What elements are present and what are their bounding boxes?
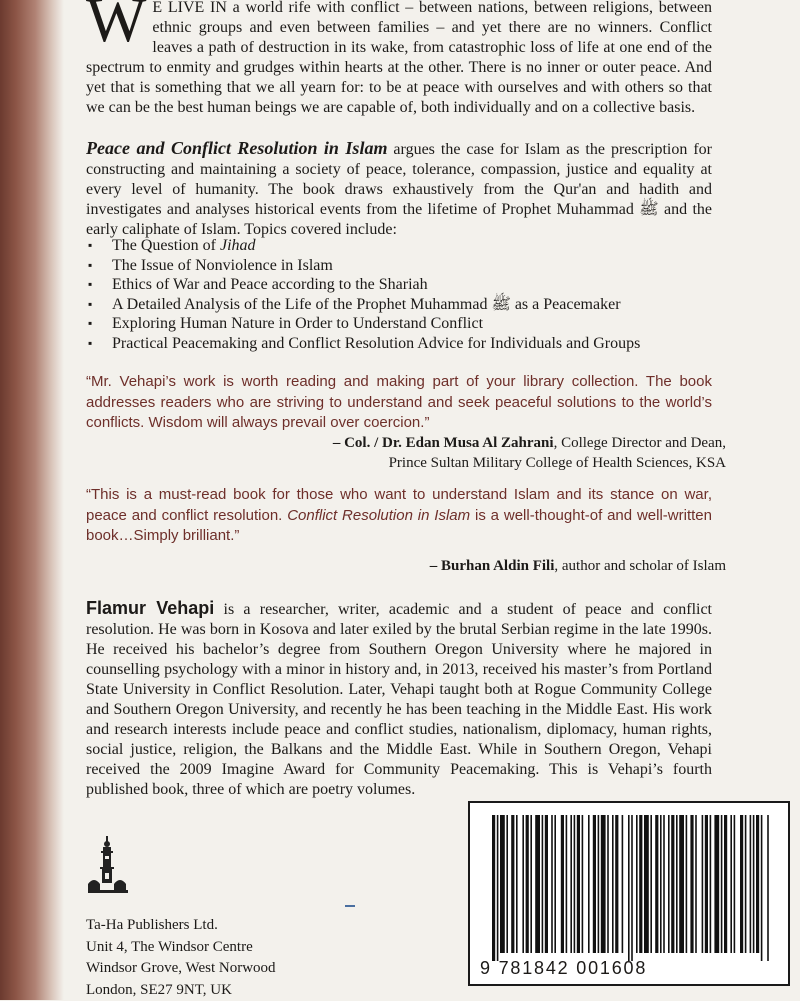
- isbn-barcode: [468, 801, 790, 986]
- barcode-bar: [500, 815, 505, 953]
- address-line: Windsor Grove, West Norwood: [86, 958, 276, 980]
- book-spine-edge: [0, 0, 64, 1000]
- barcode-bar: [753, 815, 755, 953]
- barcode-bar: [526, 815, 529, 953]
- barcode-bar: [607, 815, 609, 953]
- endorser-role-2: , author and scholar of Islam: [554, 558, 726, 574]
- barcode-bar: [612, 815, 614, 953]
- barcode-bar: [721, 815, 723, 953]
- pen-mark: [345, 905, 355, 907]
- topic-text: Ethics of War and Peace according to the Shariah: [112, 276, 428, 293]
- barcode-bar: [663, 815, 665, 953]
- barcode-bar: [724, 815, 727, 953]
- barcode-bar: [598, 815, 600, 953]
- barcode-bar: [628, 815, 630, 961]
- barcode-bar: [761, 815, 763, 961]
- barcode-bar: [593, 815, 596, 953]
- topic-emphasis: Jihad: [220, 237, 256, 254]
- endorsement-quote-1: “Mr. Vehapi’s work is worth reading and making part of your library collection. The book addresses readers who are striving to understand and seek peaceful solutions to the world’s conflicts. Wisdom will always prevail over coercion.”: [86, 372, 712, 434]
- topic-item: [86, 236, 712, 256]
- endorser-name-2: – Burhan Aldin Fili: [430, 558, 555, 574]
- barcode-bar: [740, 815, 743, 953]
- topics-list: [86, 236, 712, 354]
- barcode-bar: [767, 815, 769, 961]
- barcode-bar: [644, 815, 649, 953]
- barcode-bar: [522, 815, 524, 953]
- barcode-bar: [542, 815, 544, 953]
- barcode-bar: [554, 815, 556, 953]
- bio-body: is a researcher, writer, academic and a student of peace and conflict resolution. He was born in Kosova and later exiled by the brutal Serbian regime in the late 1990s. He received his bachelor’s degree from Southern Oregon University where he majored in counselling psychology with a minor in history and, in 2013, received his master’s from Portland State University in Conflict Resolution. Later, Vehapi taught both at Rogue Community College and Southern Oregon University, and recently he has been teaching in the Middle East. His work and research interests include peace and conflict studies, nationalism, diplomacy, human rights, social justice, religion, the Balkans and the Middle East. While in Southern Oregon, Vehapi received the 2009 Imagine Award for Community Peacemaking. This is Vehapi’s fourth published book, three of which are poetry volumes.: [86, 601, 712, 798]
- endorsement-quote-2: [86, 485, 712, 547]
- barcode-bar: [582, 815, 584, 953]
- barcode-bar: [570, 815, 572, 953]
- endorser-role-1: , College Director and Dean,: [554, 435, 726, 451]
- topic-item: [86, 334, 712, 354]
- barcode-bar: [714, 815, 719, 953]
- barcode-bar: [530, 815, 532, 953]
- intro-body: ethnic groups and even between families – and yet there are no winners. Conflict leaves a path of destruction in its wake, from catastrophic loss of life at one end of the spectrum to enmity and grudges within hearts at the other. There is no inner or outer peace. And yet that is something that we all yearn for: to be at peace with ourselves and with others so that we can be the best human beings we are capable of, both individually and on a collective basis.: [86, 19, 712, 116]
- barcode-bar: [561, 815, 564, 953]
- barcode-bar: [622, 815, 624, 953]
- endorser-org-1: Prince Sultan Military College of Health Sciences, KSA: [100, 453, 726, 473]
- author-name: Flamur Vehapi: [86, 598, 214, 618]
- quote-text: “This is a must-read book for those who want to understand Islam and its stance on war, peace and conflict resolution.: [86, 486, 712, 524]
- barcode-bar: [636, 815, 638, 953]
- barcode-bar: [695, 815, 697, 953]
- topic-item: [86, 314, 712, 334]
- barcode-bar: [566, 815, 568, 953]
- endorser-name-1: – Col. / Dr. Edan Musa Al Zahrani: [333, 435, 554, 451]
- barcode-bar: [705, 815, 708, 953]
- address-line: Unit 4, The Windsor Centre: [86, 937, 276, 959]
- barcode-bars: [492, 815, 770, 965]
- topic-text: Practical Peacemaking and Conflict Resolution Advice for Individuals and Groups: [112, 335, 640, 352]
- barcode-bar: [660, 815, 662, 953]
- topic-text: The Issue of Nonviolence in Islam: [112, 257, 333, 274]
- barcode-bar: [730, 815, 732, 953]
- barcode-bar: [668, 815, 670, 953]
- barcode-bar: [511, 815, 514, 953]
- topic-text: The Question of: [112, 237, 220, 254]
- intro-first-line: E LIVE IN a world rife with conflict – between nations, between religions, between: [152, 0, 712, 16]
- barcode-bar: [492, 815, 495, 961]
- barcode-digits: 9 781842 001608: [480, 958, 780, 979]
- intro-paragraph: [86, 0, 712, 118]
- barcode-bar: [588, 815, 590, 953]
- topic-text: Exploring Human Nature in Order to Understand Conflict: [112, 315, 483, 332]
- barcode-bar: [671, 815, 674, 953]
- barcode-bar: [577, 815, 580, 953]
- topic-text: A Detailed Analysis of the Life of the Prophet Muhammad ﷺ as a Peacemaker: [112, 296, 621, 313]
- topic-item: [86, 256, 712, 276]
- endorsement-attribution-2: [100, 556, 726, 576]
- barcode-bar: [631, 815, 633, 961]
- endorsement-attribution-1: [100, 433, 726, 473]
- barcode-bar: [756, 815, 759, 953]
- barcode-bar: [551, 815, 553, 953]
- publisher-address: [86, 915, 276, 1001]
- topic-item: [86, 275, 712, 295]
- barcode-bar: [676, 815, 678, 953]
- barcode-bar: [710, 815, 712, 953]
- barcode-bar: [574, 815, 576, 953]
- minaret-logo-icon: [86, 834, 132, 896]
- address-line: London, SE27 9NT, UK: [86, 980, 276, 1001]
- barcode-bar: [734, 815, 736, 953]
- barcode-bar: [702, 815, 704, 953]
- barcode-bar: [545, 815, 548, 953]
- barcode-bar: [655, 815, 658, 953]
- book-description: [86, 138, 712, 240]
- publisher-name: Ta-Ha Publishers Ltd.: [86, 915, 276, 937]
- barcode-bar: [535, 815, 540, 953]
- barcode-bar: [750, 815, 752, 953]
- barcode-bar: [650, 815, 652, 953]
- barcode-bar: [601, 815, 606, 953]
- topic-item: [86, 295, 712, 315]
- barcode-bar: [516, 815, 518, 953]
- barcode-bar: [745, 815, 747, 953]
- quote-book-title: Conflict Resolution in Islam: [287, 507, 470, 524]
- description-body: argues the case for Islam as the prescription for constructing and maintaining a society of peace, tolerance, compassion, justice and equality at every level of humanity. The book draws exhaustively from the Qur'an and hadith and investigates and analyses historical events from the lifetime of Prophet Muhammad ﷺ and the early caliphate of Islam. Topics covered include:: [86, 141, 712, 238]
- quote-text: is a well-thought-of and well-written book…Simply brilliant.”: [86, 507, 712, 545]
- drop-cap: W: [86, 0, 146, 48]
- barcode-bar: [686, 815, 688, 953]
- book-title: Peace and Conflict Resolution in Islam: [86, 138, 387, 158]
- barcode-bar: [506, 815, 508, 953]
- barcode-bar: [615, 815, 618, 953]
- barcode-bar: [679, 815, 684, 953]
- barcode-bar: [639, 815, 642, 953]
- barcode-bar: [497, 815, 499, 961]
- barcode-bar: [690, 815, 693, 953]
- author-bio: [86, 598, 712, 800]
